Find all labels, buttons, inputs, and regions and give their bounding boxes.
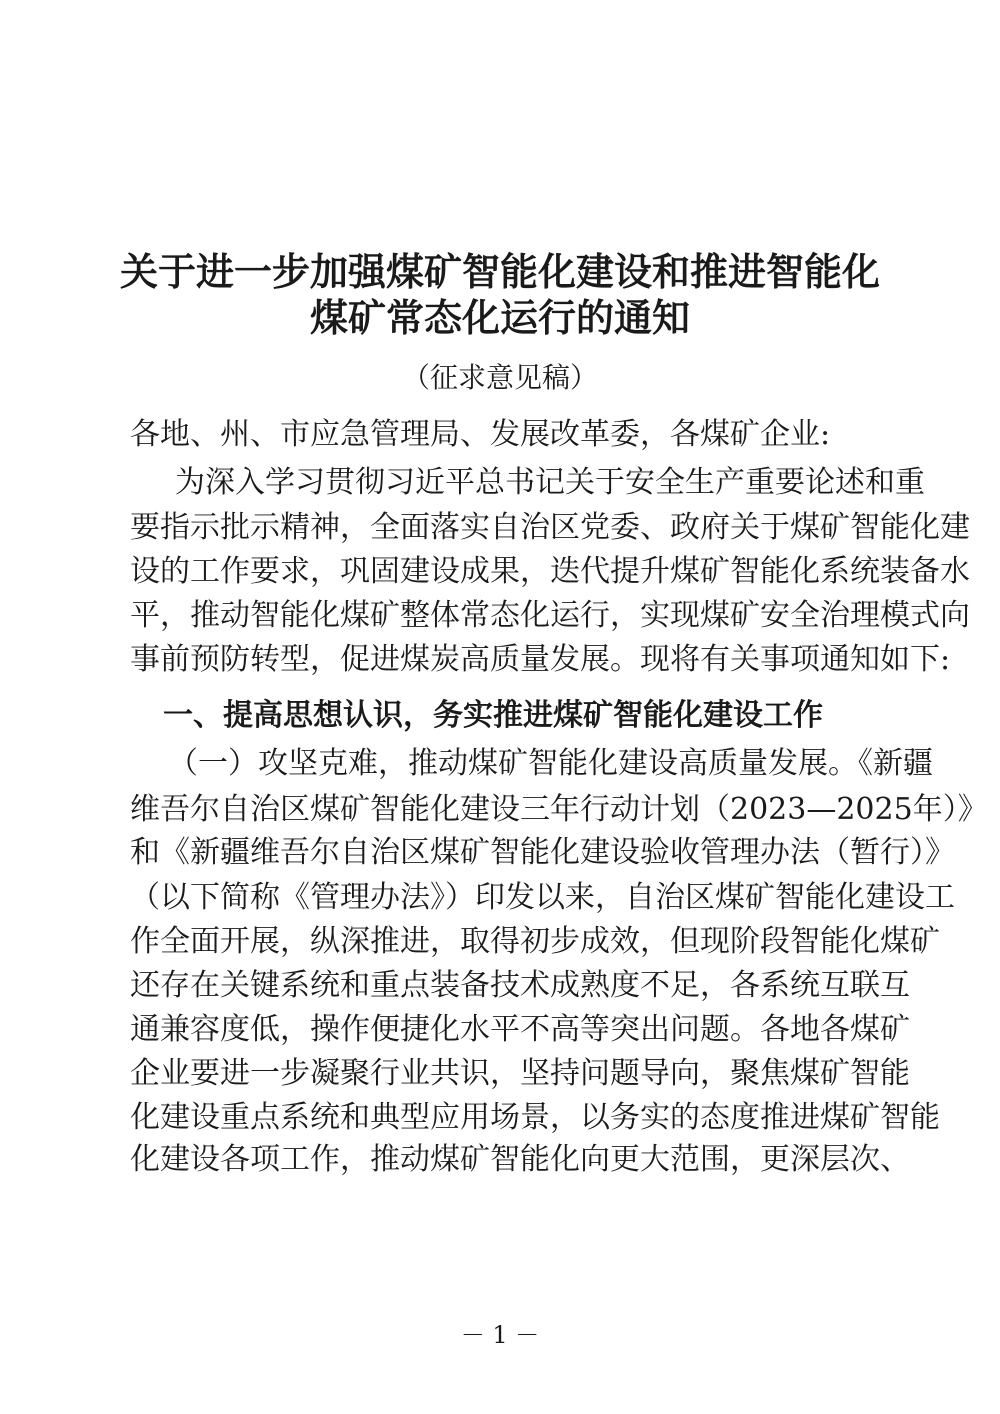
document-title-line-1: 关于进一步加强煤矿智能化建设和推进智能化 — [119, 250, 880, 294]
para1-line: 平，推动智能化煤矿整体常态化运行，实现煤矿安全治理模式向 — [130, 598, 970, 633]
para1-line: 为深入学习贯彻习近平总书记关于安全生产重要论述和重 — [175, 465, 925, 500]
section-heading-1: 一、提高思想认识，务实推进煤矿智能化建设工作 — [163, 698, 823, 733]
para1-line: 事前预防转型，促进煤炭高质量发展。现将有关事项通知如下: — [130, 642, 951, 677]
salutation: 各地、州、市应急管理局、发展改革委，各煤矿企业: — [130, 417, 831, 452]
document-subtitle: （征求意见稿） — [401, 361, 598, 394]
para2-line: 维吾尔自治区煤矿智能化建设三年行动计划（2023—2025年）》 — [130, 792, 988, 827]
para2-line: 企业要进一步凝聚行业共识，坚持问题导向，聚焦煤矿智能 — [130, 1056, 910, 1091]
document-title-line-2: 煤矿常态化运行的通知 — [309, 296, 690, 340]
para2-line: 作全面开展，纵深推进，取得初步成效，但现阶段智能化煤矿 — [130, 924, 940, 959]
para2-line: 化建设重点系统和典型应用场景，以务实的态度推进煤矿智能 — [130, 1100, 940, 1135]
para1-line: 要指示批示精神，全面落实自治区党委、政府关于煤矿智能化建 — [130, 510, 970, 545]
para2-line: （以下简称《管理办法》）印发以来，自治区煤矿智能化建设工 — [130, 880, 955, 915]
para2-line: 通兼容度低，操作便捷化水平不高等突出问题。各地各煤矿 — [130, 1012, 910, 1047]
para2-line: 化建设各项工作，推动煤矿智能化向更大范围，更深层次、 — [130, 1142, 910, 1177]
para2-line: 和《新疆维吾尔自治区煤矿智能化建设验收管理办法（暂行）》 — [130, 835, 955, 870]
para2-line: （一）攻坚克难，推动煤矿智能化建设高质量发展。《新疆 — [168, 746, 933, 781]
page-number: － 1 － — [460, 1321, 540, 1349]
para2-line: 还存在关键系统和重点装备技术成熟度不足，各系统互联互 — [130, 968, 910, 1003]
para1-line: 设的工作要求，巩固建设成果，迭代提升煤矿智能化系统装备水 — [130, 554, 970, 589]
